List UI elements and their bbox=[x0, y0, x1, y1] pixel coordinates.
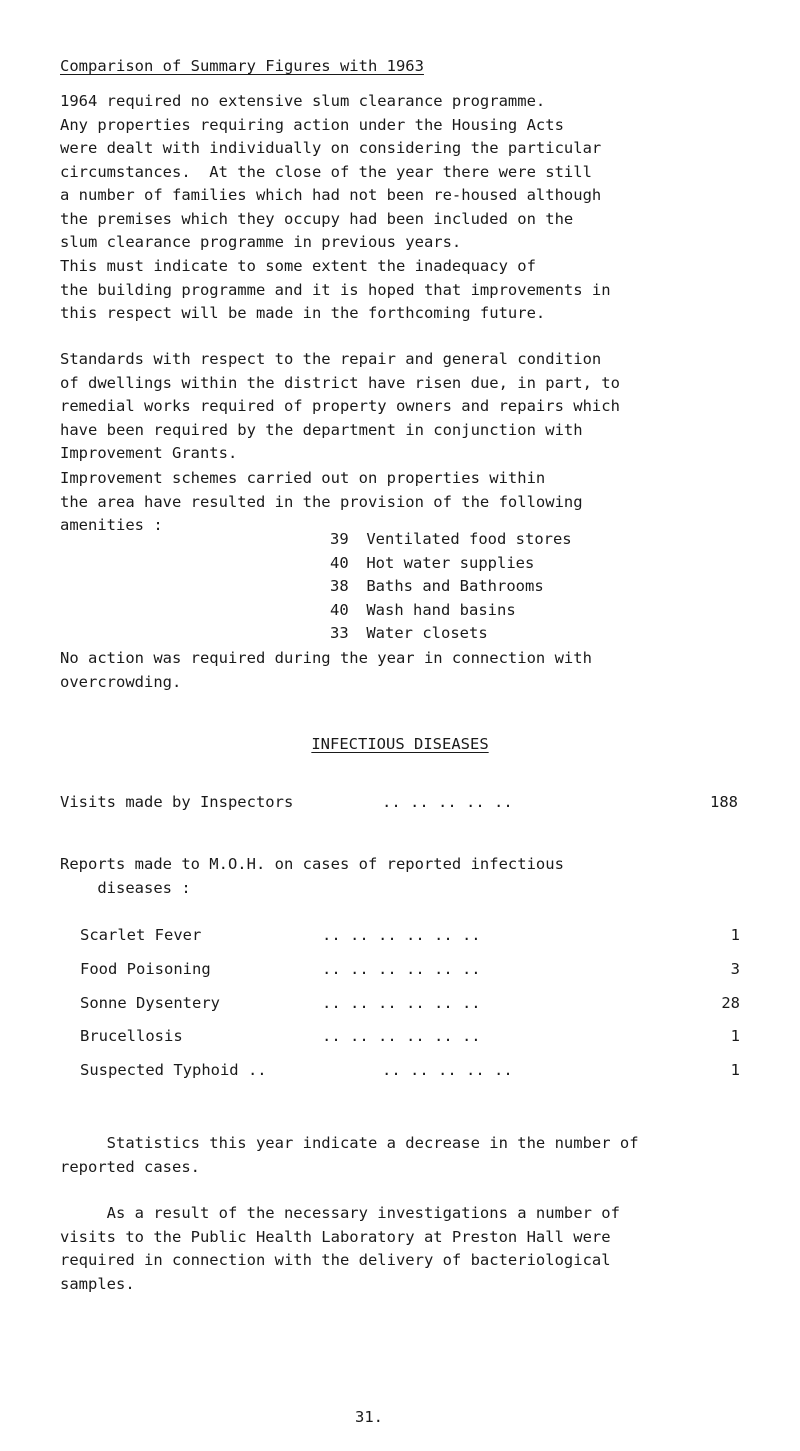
section-heading: Comparison of Summary Figures with 1963 bbox=[60, 57, 424, 75]
amenity-count: 33 bbox=[330, 624, 349, 642]
disease-row bbox=[60, 1061, 750, 1085]
leader-dots: .. .. .. .. .. .. bbox=[322, 994, 481, 1012]
disease-count: 28 bbox=[721, 994, 740, 1012]
reports-intro: Reports made to M.O.H. on cases of reported infectious diseases : bbox=[60, 855, 564, 897]
amenity-name: Hot water supplies bbox=[366, 553, 535, 572]
disease-count: 1 bbox=[730, 926, 740, 944]
amenity-count: 38 bbox=[330, 577, 349, 595]
amenity-name: Water closets bbox=[366, 624, 488, 642]
amenity-item bbox=[330, 622, 572, 646]
amenities-list bbox=[330, 528, 572, 646]
amenity-name: Baths and Bathrooms bbox=[366, 577, 544, 595]
leader-dots: .. .. .. .. .. .. bbox=[322, 1027, 481, 1045]
disease-count: 3 bbox=[730, 960, 740, 978]
amenity-item bbox=[330, 552, 572, 576]
visits-value: 188 bbox=[710, 793, 738, 811]
leader-dots: .. .. .. .. .. .. bbox=[322, 926, 481, 944]
leader-dots: .. .. .. .. .. .. bbox=[322, 960, 481, 978]
paragraph-improvement-schemes: Improvement schemes carried out on properties within the area have resulted in the provision of the following amenities : bbox=[60, 469, 583, 534]
paragraph-slum-clearance: 1964 required no extensive slum clearance programme. Any properties requiring action under the Housing Acts were dealt with individually on considering the particular circumstances. At the close of the year there were still a number of families which had not been re-housed although the premises which they occupy had been included on the slum clearance programme in previous years. bbox=[60, 92, 602, 251]
paragraph-building-programme: This must indicate to some extent the inadequacy of the building programme and it is hoped that improvements in this respect will be made in the forthcoming future. bbox=[60, 257, 611, 322]
disease-row bbox=[60, 1027, 750, 1051]
amenity-name: Ventilated food stores bbox=[366, 530, 572, 548]
amenity-count: 40 bbox=[330, 553, 349, 572]
paragraph-standards: Standards with respect to the repair and general condition of dwellings within the district have risen due, in part, to remedial works required of property owners and repairs which have been required by the department in conjunction with Improvement Grants. bbox=[60, 350, 620, 462]
amenity-count: 40 bbox=[330, 600, 349, 619]
leader-dots: .. .. .. .. .. bbox=[382, 1061, 513, 1079]
amenity-item bbox=[330, 575, 572, 599]
paragraph-laboratory: As a result of the necessary investigations a number of visits to the Public Health Laboratory at Preston Hall were required in connection with the delivery of bacteriological samples. bbox=[60, 1204, 620, 1293]
leader-dots: .. .. .. .. .. bbox=[382, 793, 513, 811]
disease-name: Suspected Typhoid .. bbox=[80, 1061, 267, 1079]
disease-count: 1 bbox=[730, 1061, 740, 1079]
infectious-diseases-title: INFECTIOUS DISEASES bbox=[311, 735, 489, 753]
amenity-item bbox=[330, 528, 572, 552]
disease-name: Food Poisoning bbox=[80, 960, 211, 978]
amenity-count: 39 bbox=[330, 530, 349, 548]
disease-row bbox=[60, 960, 750, 984]
infectious-diseases-heading bbox=[60, 735, 740, 753]
paragraph-statistics: Statistics this year indicate a decrease in the number of reported cases. bbox=[60, 1134, 639, 1176]
page-number: 31. bbox=[355, 1408, 383, 1426]
paragraph-overcrowding: No action was required during the year in connection with overcrowding. bbox=[60, 649, 592, 691]
disease-row bbox=[60, 994, 750, 1018]
visits-row bbox=[60, 793, 750, 817]
disease-count: 1 bbox=[730, 1027, 740, 1045]
disease-name: Sonne Dysentery bbox=[80, 994, 220, 1012]
amenity-name: Wash hand basins bbox=[366, 600, 516, 619]
visits-label: Visits made by Inspectors bbox=[60, 793, 294, 811]
disease-name: Scarlet Fever bbox=[80, 926, 202, 944]
disease-name: Brucellosis bbox=[80, 1027, 183, 1045]
disease-row bbox=[60, 926, 750, 950]
amenity-item bbox=[330, 599, 572, 623]
